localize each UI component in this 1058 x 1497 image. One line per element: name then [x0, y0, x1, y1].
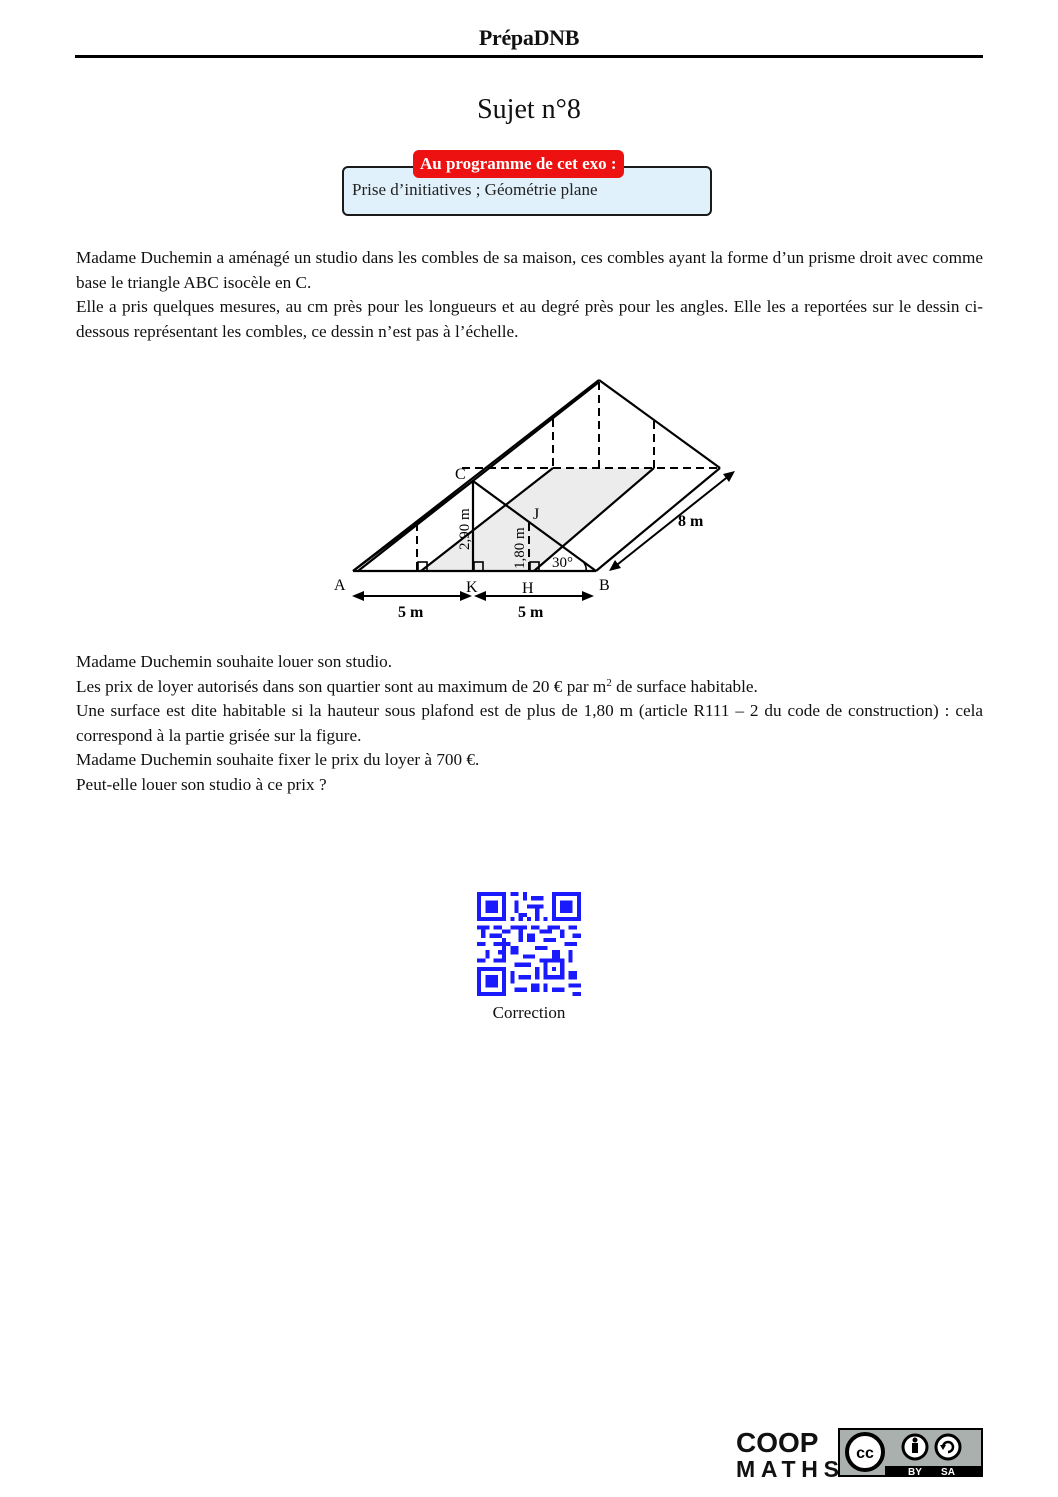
intro-paragraph-2: Elle a pris quelques mesures, au cm près pour les longueurs et au degré près pour les angles. Elle les a reportées sur le dessin ci-dessous représentant les combles, ce dessin n’est pas à l’échelle.: [76, 297, 983, 341]
svg-text:cc: cc: [856, 1445, 874, 1462]
height-h-label: 1,80 m: [512, 527, 528, 569]
question-line-1: Madame Duchemin souhaite louer son studio.: [76, 652, 392, 671]
question-line-5: Peut-elle louer son studio à ce prix ?: [76, 774, 327, 794]
qr-caption: Correction: [492, 1003, 566, 1022]
svg-text:MATHS: MATHS: [736, 1456, 839, 1478]
correction-qr-code[interactable]: [477, 892, 581, 996]
coopmaths-cc-by-sa-badge[interactable]: [735, 1428, 983, 1478]
page-title: Sujet n°8: [477, 94, 581, 125]
svg-text:COOP: COOP: [736, 1428, 819, 1458]
svg-text:BY: BY: [908, 1467, 922, 1478]
angle-b-label: 30°: [552, 555, 573, 571]
header-title: PrépaDNB: [478, 25, 580, 50]
attic-prism-figure: [0, 0, 1058, 640]
point-h-label: H: [522, 580, 534, 597]
depth-label: 8 m: [678, 513, 704, 530]
svg-text:SA: SA: [941, 1467, 955, 1478]
intro-paragraph-1: Madame Duchemin a aménagé un studio dans les combles de sa maison, ces combles ayant la forme d’un prisme droit avec comme base le triangle ABC isocèle en C.: [76, 248, 983, 292]
question-line-4: Madame Duchemin souhaite fixer le prix du loyer à 700 €.: [76, 750, 480, 769]
ak-length-label: 5 m: [398, 604, 424, 621]
question-line-3: Une surface est dite habitable si la hauteur sous plafond est de plus de 1,80 m (article R111 – 2 du code de construction) : cela correspond à la partie grisée sur la figure.: [76, 701, 983, 745]
question-line-2: [76, 675, 983, 700]
rent-limit-text-end: de surface habitable.: [611, 676, 758, 696]
point-b-label: B: [599, 577, 610, 594]
point-j-label: J: [533, 506, 540, 523]
height-ck-label: 2,90 m: [457, 508, 473, 550]
point-k-label: K: [466, 579, 478, 596]
cc-icon: [847, 1434, 883, 1470]
program-badge: Au programme de cet exo :: [413, 150, 624, 178]
squared-exponent: 2: [606, 676, 612, 689]
kb-length-label: 5 m: [518, 604, 544, 621]
point-a-label: A: [334, 577, 346, 594]
point-c-label: C: [455, 466, 466, 483]
rent-limit-text: Les prix de loyer autorisés dans son quartier sont au maximum de 20 € par m: [76, 676, 607, 696]
question-text: [76, 650, 983, 797]
program-topics: Prise d’initiatives ; Géométrie plane: [352, 180, 598, 199]
